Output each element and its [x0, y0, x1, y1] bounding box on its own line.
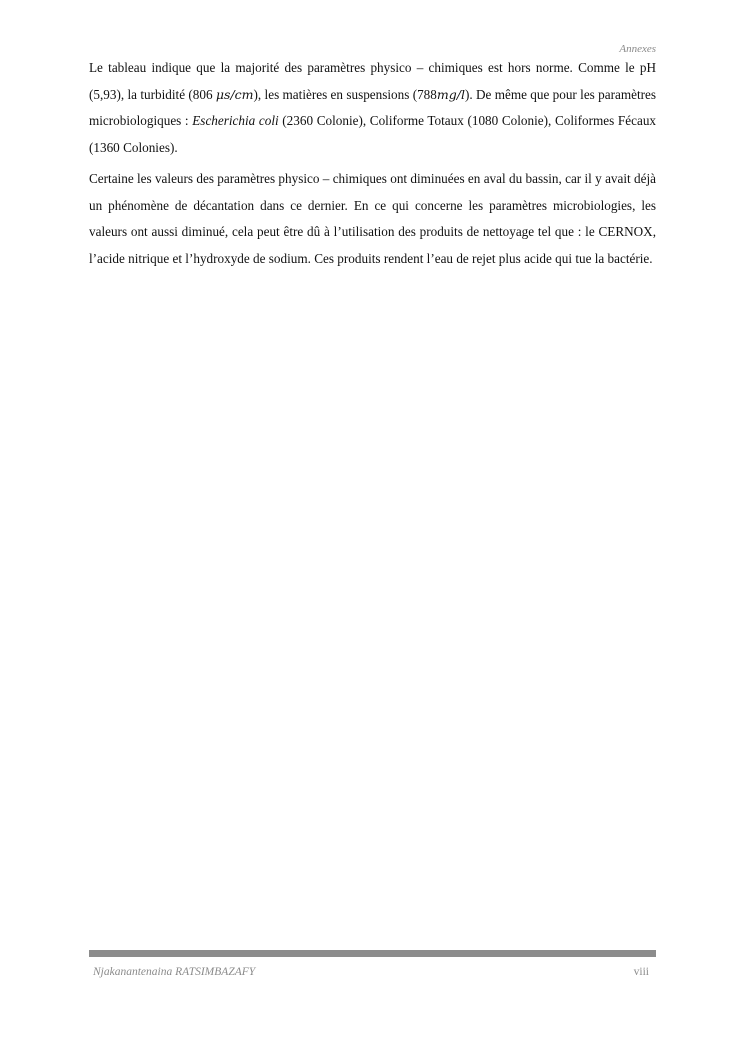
footer-divider — [89, 950, 656, 957]
footer-author: Njakanantenaina RATSIMBAZAFY — [93, 966, 256, 978]
paragraph-text: ). De même que pour les paramètres microbiologiques : — [89, 86, 657, 128]
paragraph-text: (2360 Colonie), Coliforme Totaux (1080 Colonie), Coliformes Fécaux (1360 Colonies). — [89, 113, 657, 155]
species-name: Escherichia coli — [192, 113, 279, 128]
paragraph-text: Le tableau indique que la majorité des paramètres physico – chimiques est hors norme. Comme le pH (5,93), la turbidité (806 — [89, 60, 656, 102]
paragraph-results-summary — [89, 55, 656, 161]
paragraph-text: ), les matières en suspensions (788 — [253, 86, 437, 102]
running-header: Annexes — [619, 43, 656, 55]
page-body — [89, 55, 656, 272]
unit-microsiemens-per-cm: μs/cm — [215, 86, 254, 102]
paragraph-interpretation: Certaine les valeurs des paramètres physico – chimiques ont diminuées en aval du bassin, car il y avait déjà un phénomène de décantation dans ce dernier. En ce qui concerne les paramètres microbiologies, les valeurs ont aussi diminué, cela peut être dû à l’utilisation des produits de nettoyage tel que : le CERNOX, l’acide nitrique et l’hydroxyde de sodium. Ces produits rendent l’eau de rejet plus acide qui tue la bactérie. — [89, 171, 656, 266]
page-number: viii — [633, 966, 649, 978]
unit-mg-per-litre: mg/l — [436, 86, 465, 102]
